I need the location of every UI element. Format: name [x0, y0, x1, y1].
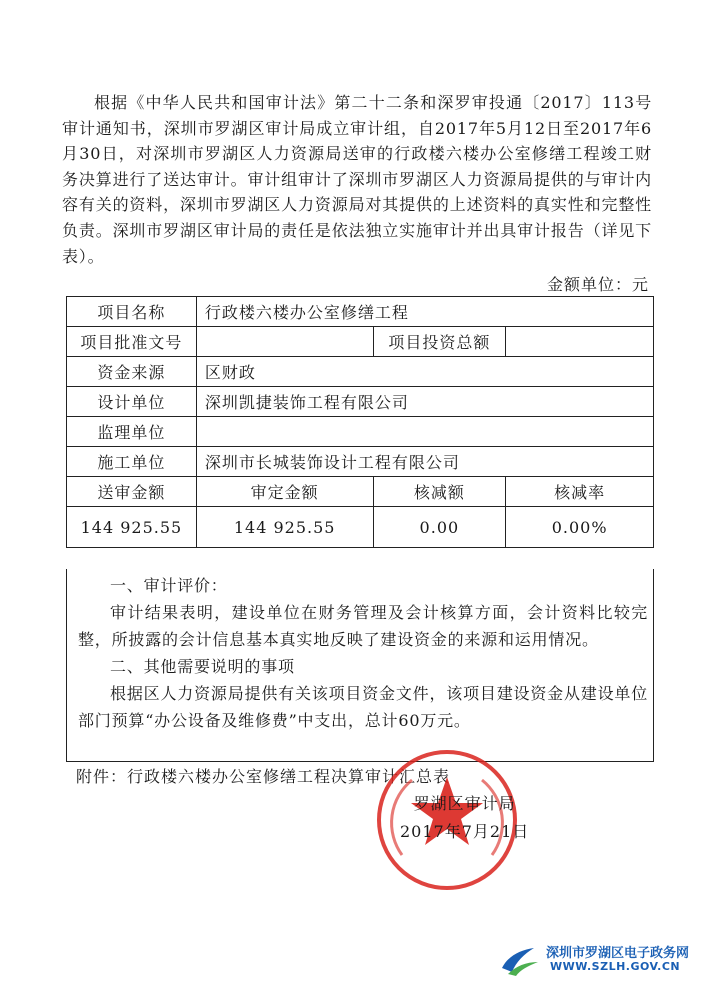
approval-no-label: 项目批准文号 — [67, 327, 197, 357]
evaluation-paragraph: 审计结果表明，建设单位在财务管理及会计核算方面，会计资料比较完整，所披露的会计信息基本真实地反映了建设资金的来源和运用情况。 — [78, 603, 648, 649]
reduction-amount-header: 核减额 — [373, 477, 506, 507]
design-unit-label: 设计单位 — [67, 387, 197, 417]
signature-block — [400, 790, 529, 846]
signing-date: 2017年7月21日 — [400, 822, 530, 841]
approved-amount-value: 144 925.55 — [196, 507, 373, 548]
project-name-value: 行政楼六楼办公室修缮工程 — [196, 297, 653, 327]
approved-amount-header: 审定金额 — [196, 477, 373, 507]
table-row — [67, 297, 654, 327]
evaluation-heading: 一、审计评价： — [110, 576, 228, 595]
investment-value — [506, 327, 654, 357]
signing-organization: 罗湖区审计局 — [413, 794, 516, 813]
site-name: 深圳市罗湖区电子政务网 — [546, 946, 690, 961]
site-watermark — [498, 938, 708, 978]
swoosh-logo-icon — [498, 938, 542, 978]
other-matters-heading: 二、其他需要说明的事项 — [110, 657, 295, 676]
supervision-unit-value — [196, 417, 653, 447]
reduction-rate-header: 核减率 — [506, 477, 654, 507]
supervision-unit-label: 监理单位 — [67, 417, 197, 447]
other-matters-paragraph: 根据区人力资源局提供有关该项目资金文件，该项目建设资金从建设单位部门预算“办公设备及维修费”中支出，总计60万元。 — [78, 684, 648, 730]
approval-no-value — [196, 327, 373, 357]
construction-unit-value: 深圳市长城装饰设计工程有限公司 — [196, 447, 653, 477]
table-header-row — [67, 477, 654, 507]
submitted-amount-value: 144 925.55 — [67, 507, 197, 548]
investment-label: 项目投资总额 — [373, 327, 506, 357]
fund-source-value: 区财政 — [196, 357, 653, 387]
attachment-note: 附件：行政楼六楼办公室修缮工程决算审计汇总表 — [76, 767, 451, 786]
project-name-label: 项目名称 — [67, 297, 197, 327]
table-row — [67, 387, 654, 417]
intro-text: 根据《中华人民共和国审计法》第二十二条和深罗审投通〔2017〕113号审计通知书，深圳市罗湖区审计局成立审计组，自2017年5月12日至2017年6月30日，对深圳市罗湖区人力资源局送审的行政楼六楼办公室修缮工程竣工财务决算进行了送达审计。审计组审计了深圳市罗湖区人力资源局提供的与审计内容有关的资料，深圳市罗湖区人力资源局对其提供的上述资料的真实性和完整性负责。深圳市罗湖区审计局的责任是依法独立实施审计并出具审计报告（详见下表）。 — [62, 93, 652, 266]
site-url: WWW.SZLH.GOV.CN — [550, 960, 681, 973]
audit-summary-table — [66, 296, 654, 548]
fund-source-label: 资金来源 — [67, 357, 197, 387]
evaluation-text — [78, 572, 648, 734]
table-row — [67, 327, 654, 357]
construction-unit-label: 施工单位 — [67, 447, 197, 477]
intro-paragraph — [62, 90, 652, 269]
design-unit-value: 深圳凯捷装饰工程有限公司 — [196, 387, 653, 417]
table-row — [67, 507, 654, 548]
submitted-amount-header: 送审金额 — [67, 477, 197, 507]
reduction-amount-value: 0.00 — [373, 507, 506, 548]
table-row — [67, 417, 654, 447]
table-row — [67, 357, 654, 387]
reduction-rate-value: 0.00% — [506, 507, 654, 548]
table-row — [67, 447, 654, 477]
amount-unit: 金额单位：元 — [546, 275, 649, 294]
